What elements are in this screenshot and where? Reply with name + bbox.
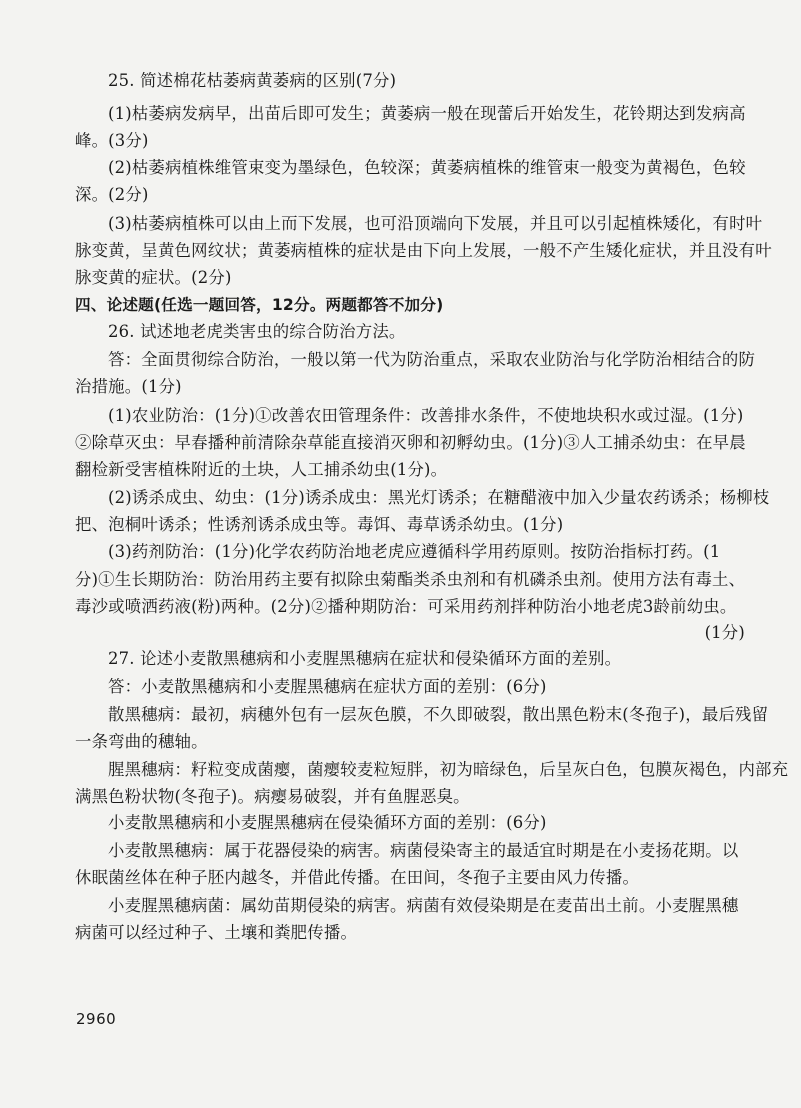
- q25-point1: (1)枯萎病发病早，出苗后即可发生；黄萎病一般在现蕾后开始发生，花铃期达到发病高: [108, 104, 746, 123]
- section-heading: 四、论述题(任选一题回答，12分。两题都答不加分): [75, 296, 444, 314]
- q25-title: 25. 简述棉花枯萎病黄萎病的区别(7分): [108, 71, 397, 90]
- q27-stinking-smut: 腥黑穗病：籽粒变成菌瘿，菌瘿较麦粒短胖，初为暗绿色，后呈灰白色，包膜灰褐色，内部充: [108, 760, 789, 779]
- q26-point2: (2)诱杀成虫、幼虫：(1分)诱杀成虫：黑光灯诱杀；在糖醋液中加入少量农药诱杀；杨柳枝: [108, 488, 770, 507]
- q27-loose-smut-cont: 一条弯曲的穗轴。: [75, 732, 208, 751]
- q25-point2-cont: 深。(2分): [75, 185, 149, 204]
- q26-answer: 答：全面贯彻综合防治，一般以第一代为防治重点，采取农业防治与化学防治相结合的防: [108, 350, 756, 369]
- q27-cycle-stinking: 小麦腥黑穗病菌：属幼苗期侵染的病害。病菌有效侵染期是在麦苗出土前。小麦腥黑穗: [108, 896, 739, 915]
- q26-point3-cont: 分)①生长期防治：防治用药主要有拟除虫菊酯类杀虫剂和有机磷杀虫剂。使用方法有毒土、: [75, 570, 746, 589]
- q27-loose-smut: 散黑穗病：最初，病穗外包有一层灰色膜，不久即破裂，散出黑色粉末(冬孢子)，最后残留: [108, 705, 769, 724]
- q27-cycle-loose-cont: 休眠菌丝体在种子胚内越冬，并借此传播。在田间，冬孢子主要由风力传播。: [75, 868, 640, 887]
- q27-stinking-smut-cont: 满黑色粉状物(冬孢子)。病瘿易破裂，并有鱼腥恶臭。: [75, 787, 470, 806]
- q26-point3: (3)药剂防治：(1分)化学农药防治地老虎应遵循科学用药原则。按防治指标打药。(1: [108, 542, 721, 561]
- q26-point3-cont2: 毒沙或喷洒药液(粉)两种。(2分)②播种期防治：可采用药剂拌种防治小地老虎3龄前幼虫。: [75, 597, 737, 616]
- q25-point2: (2)枯萎病植株维管束变为墨绿色，色较深；黄萎病植株的维管束一般变为黄褐色，色较: [108, 158, 746, 177]
- q25-point1-cont: 峰。(3分): [75, 131, 149, 150]
- page-number: 2960: [76, 1010, 117, 1028]
- q26-point1: (1)农业防治：(1分)①改善农田管理条件：改善排水条件，不使地块积水或过湿。(1分): [108, 406, 744, 425]
- q26-point3-score: (1分): [704, 623, 745, 642]
- q27-title: 27. 论述小麦散黑穗病和小麦腥黑穗病在症状和侵染循环方面的差别。: [108, 649, 622, 668]
- q27-answer-head: 答：小麦散黑穗病和小麦腥黑穗病在症状方面的差别：(6分): [108, 677, 547, 696]
- q26-point1-end: 翻检新受害植株附近的土块，人工捕杀幼虫(1分)。: [75, 460, 448, 479]
- q26-title: 26. 试述地老虎类害虫的综合防治方法。: [108, 322, 406, 341]
- q26-point2-cont: 把、泡桐叶诱杀；性诱剂诱杀成虫等。毒饵、毒草诱杀幼虫。(1分): [75, 515, 564, 534]
- q27-cycle-head: 小麦散黑穗病和小麦腥黑穗病在侵染循环方面的差别：(6分): [108, 813, 547, 832]
- q25-point3-end: 脉变黄的症状。(2分): [75, 268, 232, 287]
- q27-cycle-loose: 小麦散黑穗病：属于花器侵染的病害。病菌侵染寄主的最适宜时期是在小麦扬花期。以: [108, 841, 739, 860]
- q27-cycle-stinking-cont: 病菌可以经过种子、土壤和粪肥传播。: [75, 923, 358, 942]
- q26-point1-cont: ②除草灭虫：早春播种前清除杂草能直接消灭卵和初孵幼虫。(1分)③人工捕杀幼虫：在早晨: [75, 433, 746, 452]
- q26-answer-cont: 治措施。(1分): [75, 377, 182, 396]
- q25-point3: (3)枯萎病植株可以由上而下发展，也可沿顶端向下发展，并且可以引起植株矮化，有时叶: [108, 214, 763, 233]
- q25-point3-cont: 脉变黄，呈黄色网纹状；黄萎病植株的症状是由下向上发展，一般不产生矮化症状，并且没有叶: [75, 241, 772, 260]
